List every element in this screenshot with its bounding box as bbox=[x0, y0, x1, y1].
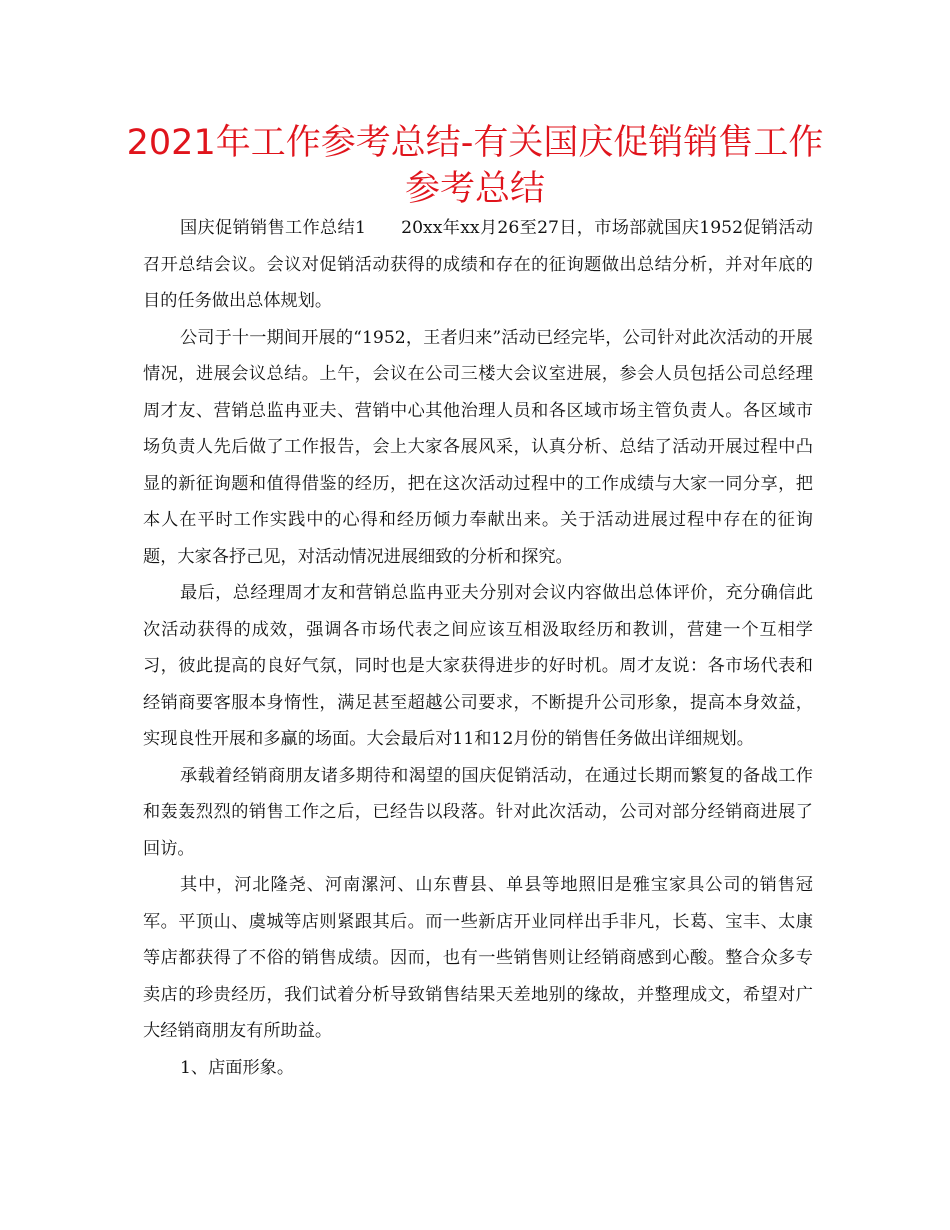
document-body bbox=[143, 210, 813, 1086]
paragraph-5: 其中，河北隆尧、河南漯河、山东曹县、单县等地照旧是雅宝家具公司的销售冠军。平顶山、虞城等店则紧跟其后。而一些新店开业同样出手非凡，长葛、宝丰、太康等店都获得了不俗的销售成绩。因而，也有一些销售则让经销商感到心酸。整合众多专卖店的珍贵经历，我们试着分析导致销售结果天差地别的缘故，并整理成文，希望对广大经销商朋友有所助益。 bbox=[143, 875, 813, 1041]
paragraph-3: 最后，总经理周才友和营销总监冉亚夫分别对会议内容做出总体评价，充分确信此次活动获得的成效，强调各市场代表之间应该互相汲取经历和教训，营建一个互相学习，彼此提高的良好气氛，同时也是大家获得进步的好时机。周才友说：各市场代表和经销商要客服本身惰性，满足甚至超越公司要求，不断提升公司形象，提高本身效益，实现良性开展和多赢的场面。大会最后对11和12月份的销售任务做出详细规划。 bbox=[143, 583, 813, 749]
document-title: 2021年工作参考总结-有关国庆促销销售工作参考总结 bbox=[126, 123, 824, 209]
paragraph-6: 1、店面形象。 bbox=[179, 1057, 295, 1078]
paragraph-4: 承载着经销商朋友诸多期待和渴望的国庆促销活动，在通过长期而繁复的备战工作和轰轰烈烈的销售工作之后，已经告以段落。针对此次活动，公司对部分经销商进展了回访。 bbox=[143, 765, 813, 859]
paragraph-1: 国庆促销销售工作总结1 20xx年xx月26至27日，市场部就国庆1952促销活动召开总结会议。会议对促销活动获得的成绩和存在的征询题做出总结分析，并对年底的目的任务做出总体规划。 bbox=[143, 218, 813, 311]
paragraph-2: 公司于十一期间开展的“1952，王者归来”活动已经完毕，公司针对此次活动的开展情况，进展会议总结。上午，会议在公司三楼大会议室进展，参会人员包括公司总经理周才友、营销总监冉亚夫、营销中心其他治理人员和各区域市场主管负责人。各区域市场负责人先后做了工作报告，会上大家各展风采，认真分析、总结了活动开展过程中凸显的新征询题和值得借鉴的经历，把在这次活动过程中的工作成绩与大家一同分享，把本人在平时工作实践中的心得和经历倾力奉献出来。关于活动进展过程中存在的征询题，大家各抒己见，对活动情况进展细致的分析和探究。 bbox=[143, 327, 813, 567]
